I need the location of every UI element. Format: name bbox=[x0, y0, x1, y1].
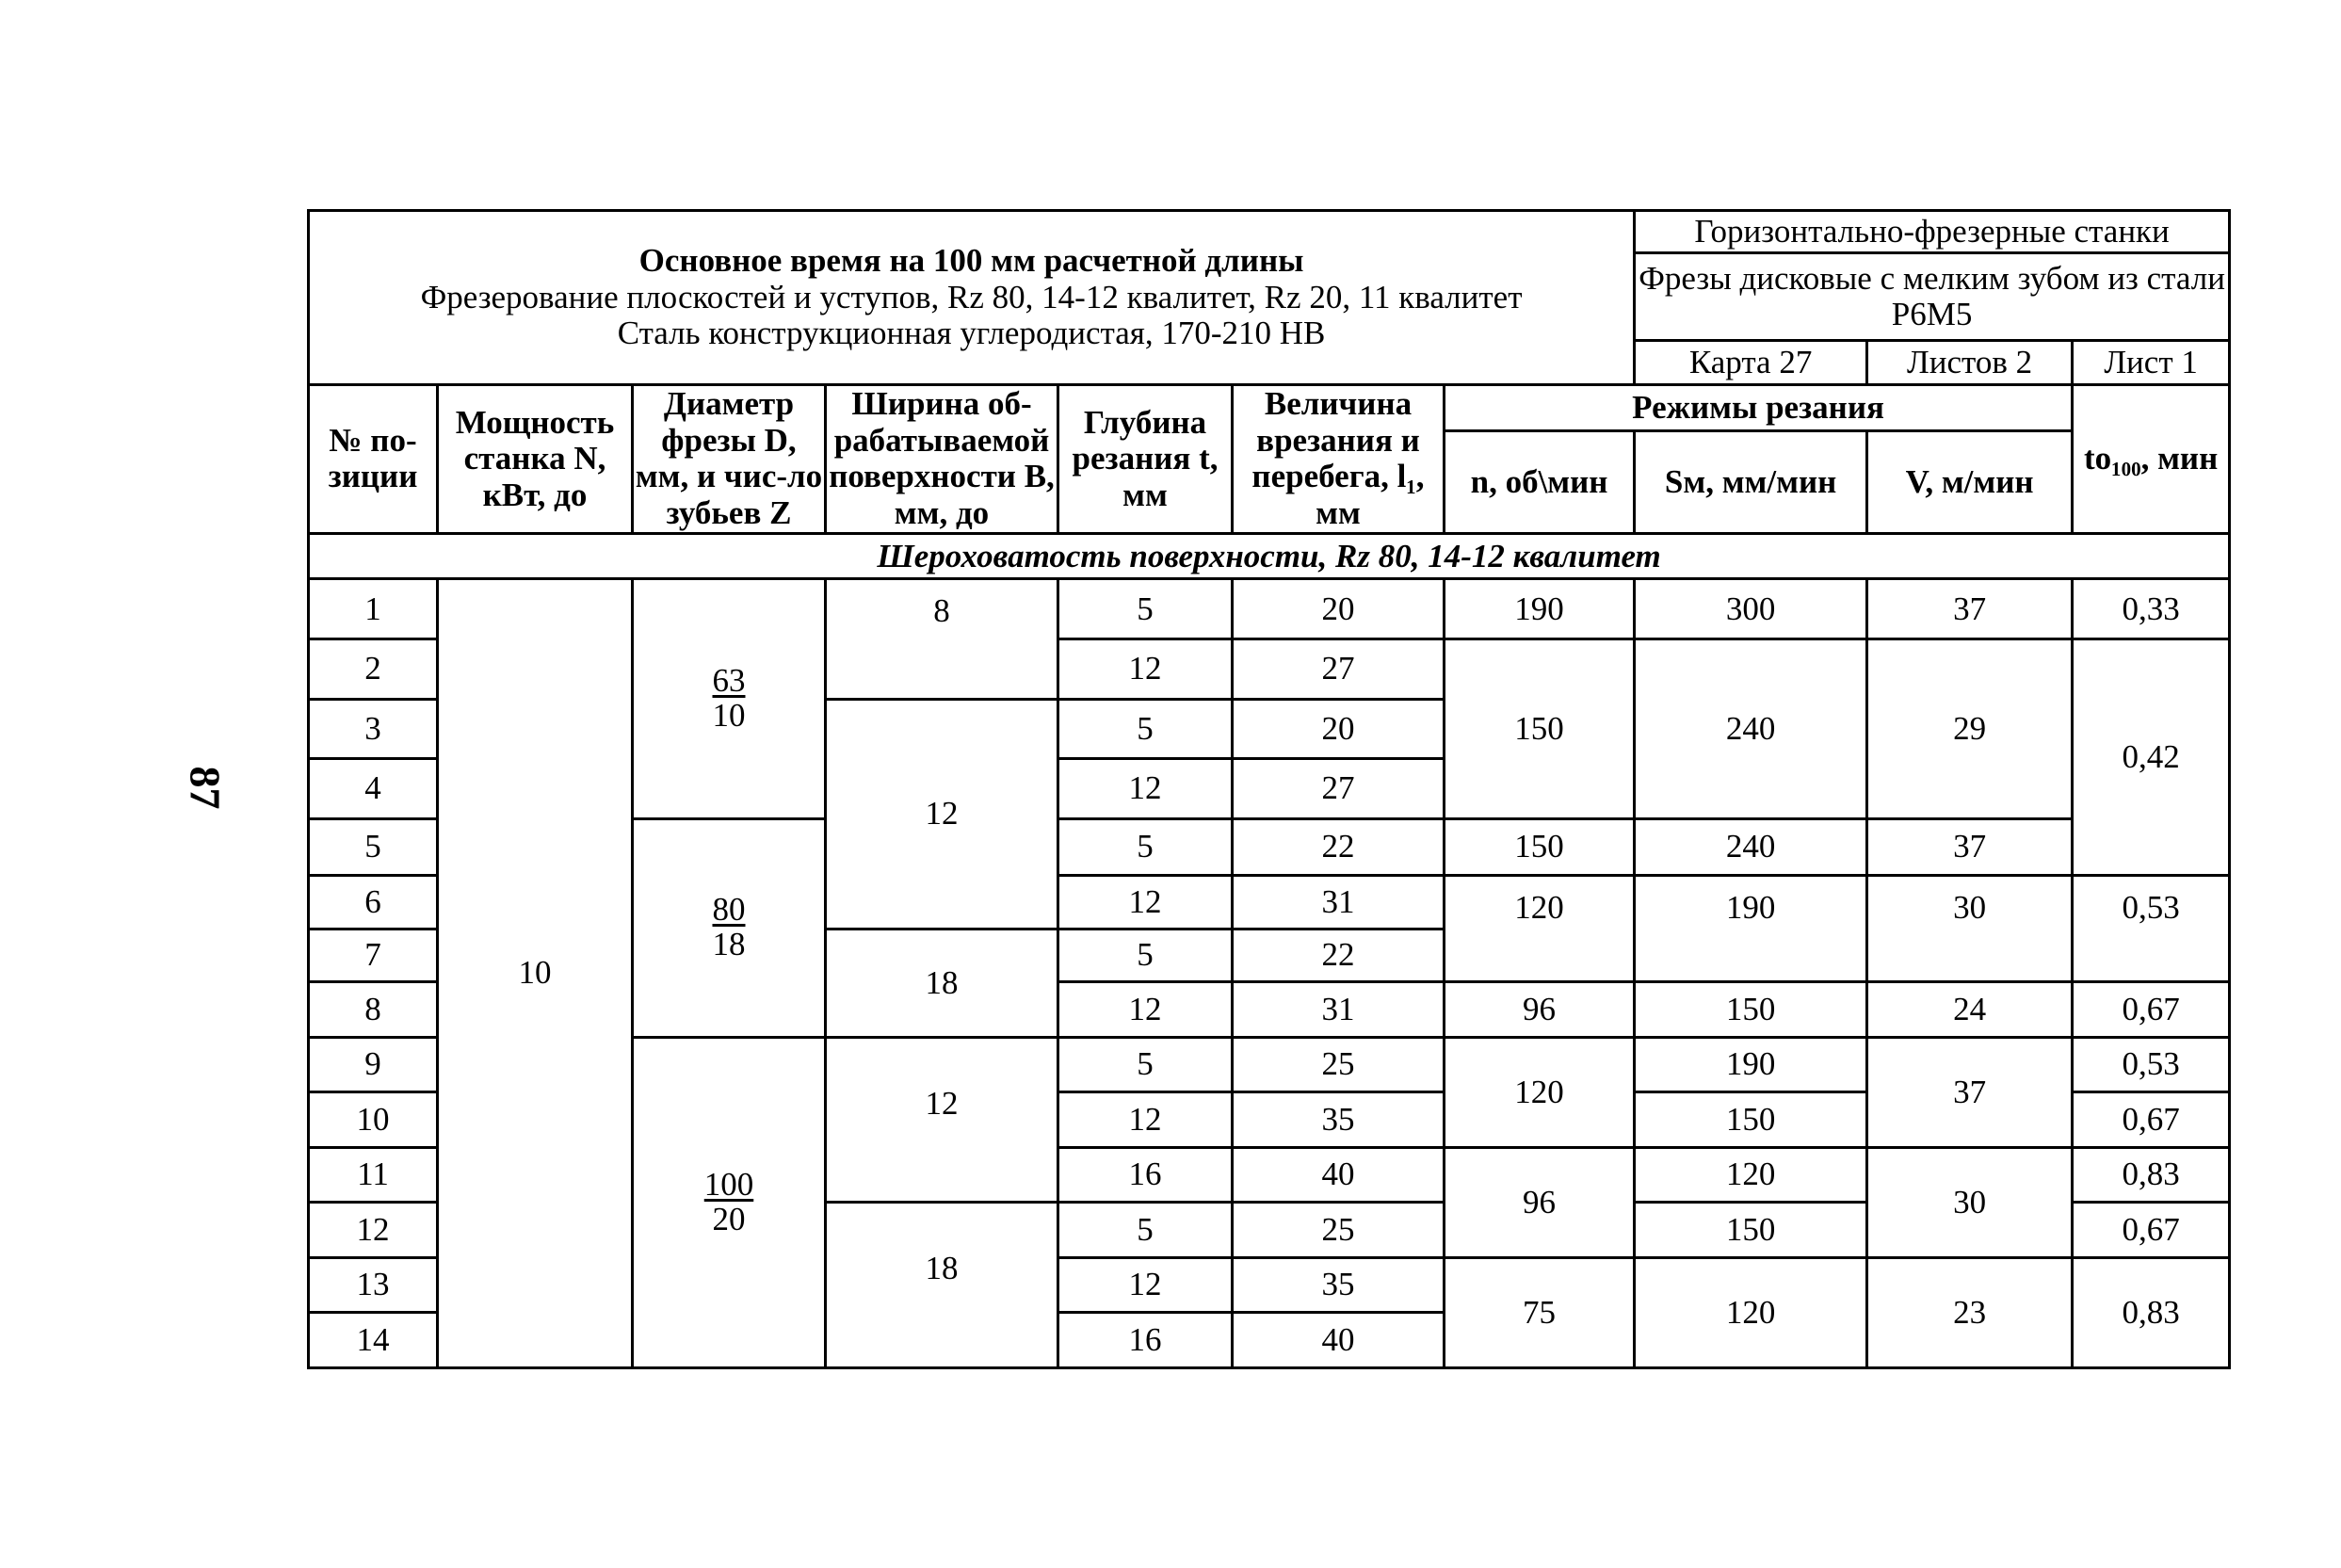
norm-table bbox=[307, 209, 2231, 1369]
teeth-count: 20 bbox=[712, 1200, 746, 1237]
cell-depth: 12 bbox=[1058, 982, 1233, 1038]
norm-card bbox=[307, 209, 2228, 1369]
cell-time: 0,53 bbox=[2073, 1037, 2230, 1092]
cell-v: 29 bbox=[1867, 639, 2073, 819]
cell-n: 75 bbox=[1445, 1257, 1635, 1367]
cell-width: 12 bbox=[826, 1037, 1058, 1203]
cell-width: 12 bbox=[826, 699, 1058, 929]
col-s: Sм, мм/мин bbox=[1635, 431, 1867, 534]
cell-s: 240 bbox=[1635, 818, 1867, 876]
cell-diameter bbox=[633, 579, 826, 818]
cell-width: 8 bbox=[826, 579, 1058, 699]
cell-overrun: 40 bbox=[1233, 1313, 1445, 1368]
col-v: V, м/мин bbox=[1867, 431, 2073, 534]
cell-n: 120 bbox=[1445, 1037, 1635, 1147]
cell-position: 6 bbox=[309, 876, 438, 929]
cell-n: 150 bbox=[1445, 818, 1635, 876]
cell-time: 0,67 bbox=[2073, 1092, 2230, 1148]
cell-overrun: 20 bbox=[1233, 699, 1445, 759]
cell-depth: 5 bbox=[1058, 579, 1233, 639]
cell-time: 0,33 bbox=[2073, 579, 2230, 639]
cell-diameter bbox=[633, 818, 826, 1037]
cell-depth: 12 bbox=[1058, 639, 1233, 700]
cell-position: 1 bbox=[309, 579, 438, 639]
cell-s: 190 bbox=[1635, 876, 1867, 982]
cell-position: 10 bbox=[309, 1092, 438, 1148]
tool-type: Фрезы дисковые с мелким зубом из стали Р6М5 bbox=[1635, 253, 2230, 341]
cell-diameter bbox=[633, 1037, 826, 1367]
cell-v: 30 bbox=[1867, 1147, 2073, 1257]
cell-time: 0,67 bbox=[2073, 982, 2230, 1038]
cell-overrun: 25 bbox=[1233, 1203, 1445, 1258]
cell-overrun: 22 bbox=[1233, 929, 1445, 982]
cell-time: 0,67 bbox=[2073, 1203, 2230, 1258]
table-row bbox=[309, 579, 2230, 639]
cell-depth: 12 bbox=[1058, 1257, 1233, 1313]
teeth-count: 18 bbox=[712, 925, 746, 962]
cell-overrun: 25 bbox=[1233, 1037, 1445, 1092]
cell-width: 18 bbox=[826, 929, 1058, 1037]
card-title bbox=[309, 211, 1635, 385]
cell-position: 14 bbox=[309, 1313, 438, 1368]
cell-overrun: 22 bbox=[1233, 818, 1445, 876]
cell-v: 23 bbox=[1867, 1257, 2073, 1367]
sheet-number: Лист 1 bbox=[2073, 341, 2230, 384]
cell-s: 240 bbox=[1635, 639, 1867, 819]
cell-position: 4 bbox=[309, 759, 438, 819]
cell-depth: 16 bbox=[1058, 1147, 1233, 1203]
cell-depth: 5 bbox=[1058, 1037, 1233, 1092]
cell-depth: 5 bbox=[1058, 699, 1233, 759]
cell-overrun: 40 bbox=[1233, 1147, 1445, 1203]
title-line-1: Основное время на 100 мм расчетной длины bbox=[638, 242, 1304, 280]
cell-depth: 5 bbox=[1058, 1203, 1233, 1258]
cell-position: 12 bbox=[309, 1203, 438, 1258]
cell-n: 96 bbox=[1445, 1147, 1635, 1257]
machine-type: Горизонтально-фрезерные станки bbox=[1635, 211, 2230, 253]
cell-overrun: 31 bbox=[1233, 876, 1445, 929]
col-position: № по-зиции bbox=[309, 384, 438, 533]
cell-time: 0,83 bbox=[2073, 1257, 2230, 1367]
cell-depth: 12 bbox=[1058, 876, 1233, 929]
cell-position: 5 bbox=[309, 818, 438, 876]
card-number: Карта 27 bbox=[1635, 341, 1867, 384]
col-diameter: Диаметр фрезы D, мм, и чис-ло зубьев Z bbox=[633, 384, 826, 533]
col-power: Мощность станка N, кВт, до bbox=[438, 384, 633, 533]
cell-n: 190 bbox=[1445, 579, 1635, 639]
cell-overrun: 27 bbox=[1233, 639, 1445, 700]
cell-depth: 5 bbox=[1058, 818, 1233, 876]
title-line-2: Фрезерование плоскостей и уступов, Rz 80, 14-12 квалитет, Rz 20, 11 квалитет bbox=[420, 278, 1523, 315]
cell-time: 0,83 bbox=[2073, 1147, 2230, 1203]
cell-depth: 12 bbox=[1058, 759, 1233, 819]
cell-s: 120 bbox=[1635, 1147, 1867, 1203]
cell-v: 30 bbox=[1867, 876, 2073, 982]
cell-time: 0,53 bbox=[2073, 876, 2230, 982]
cell-position: 2 bbox=[309, 639, 438, 700]
cell-overrun: 35 bbox=[1233, 1092, 1445, 1148]
cell-v: 37 bbox=[1867, 1037, 2073, 1147]
col-n: n, об\мин bbox=[1445, 431, 1635, 534]
cell-s: 150 bbox=[1635, 1092, 1867, 1148]
cell-v: 24 bbox=[1867, 982, 2073, 1038]
cell-position: 8 bbox=[309, 982, 438, 1038]
cell-n: 120 bbox=[1445, 876, 1635, 982]
cell-width: 18 bbox=[826, 1203, 1058, 1368]
cell-position: 7 bbox=[309, 929, 438, 982]
title-line-3: Сталь конструкционная углеродистая, 170-210 НВ bbox=[617, 315, 1326, 352]
cell-time: 0,42 bbox=[2073, 639, 2230, 876]
cell-overrun: 35 bbox=[1233, 1257, 1445, 1313]
cell-position: 13 bbox=[309, 1257, 438, 1313]
cell-position: 3 bbox=[309, 699, 438, 759]
cell-s: 120 bbox=[1635, 1257, 1867, 1367]
cell-v: 37 bbox=[1867, 579, 2073, 639]
col-depth: Глубина резания t, мм bbox=[1058, 384, 1233, 533]
cell-depth: 5 bbox=[1058, 929, 1233, 982]
diameter-value: 80 bbox=[712, 891, 746, 929]
diameter-value: 100 bbox=[703, 1165, 754, 1203]
section-title: Шероховатость поверхности, Rz 80, 14-12 квалитет bbox=[309, 534, 2230, 579]
col-time: to₁₀₀, мин bbox=[2073, 384, 2230, 533]
diameter-value: 63 bbox=[712, 661, 746, 699]
cell-depth: 12 bbox=[1058, 1092, 1233, 1148]
cell-n: 96 bbox=[1445, 982, 1635, 1038]
cell-s: 300 bbox=[1635, 579, 1867, 639]
col-overrun: Величина врезания и перебега, l₁, мм bbox=[1233, 384, 1445, 533]
page-number: 87 bbox=[181, 766, 230, 810]
col-cutting-modes: Режимы резания bbox=[1445, 384, 2073, 430]
cell-s: 190 bbox=[1635, 1037, 1867, 1092]
cell-s: 150 bbox=[1635, 1203, 1867, 1258]
cell-v: 37 bbox=[1867, 818, 2073, 876]
cell-depth: 16 bbox=[1058, 1313, 1233, 1368]
teeth-count: 10 bbox=[712, 696, 746, 734]
cell-position: 9 bbox=[309, 1037, 438, 1092]
cell-n: 150 bbox=[1445, 639, 1635, 819]
col-width: Ширина об-рабатываемой поверхности В, мм, до bbox=[826, 384, 1058, 533]
cell-overrun: 20 bbox=[1233, 579, 1445, 639]
cell-position: 11 bbox=[309, 1147, 438, 1203]
cell-overrun: 31 bbox=[1233, 982, 1445, 1038]
cell-power: 10 bbox=[438, 579, 633, 1368]
cell-overrun: 27 bbox=[1233, 759, 1445, 819]
sheets-count: Листов 2 bbox=[1867, 341, 2073, 384]
cell-s: 150 bbox=[1635, 982, 1867, 1038]
